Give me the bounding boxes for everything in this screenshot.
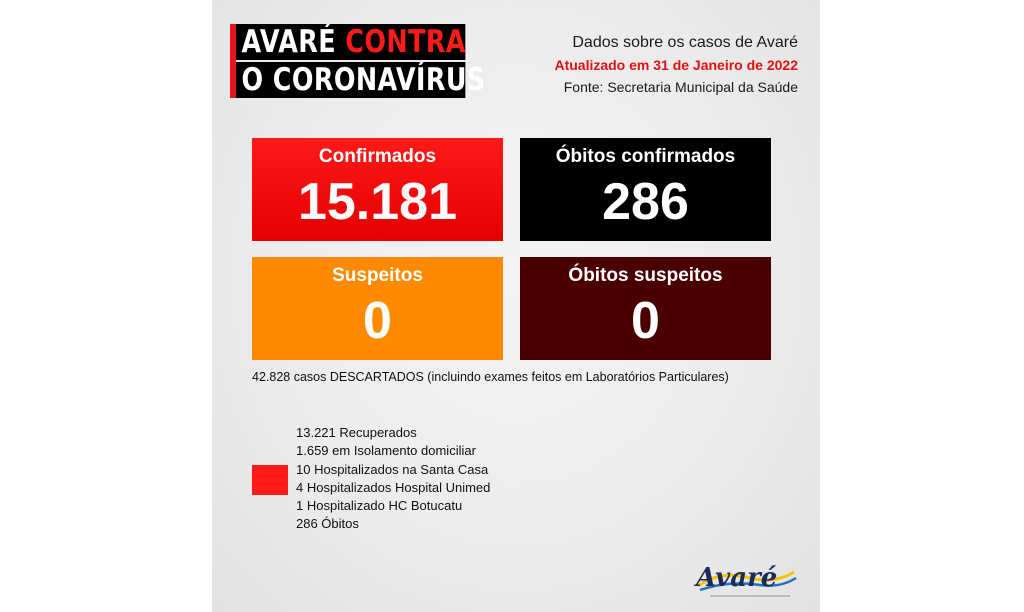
list-item: 10 Hospitalizados na Santa Casa <box>296 461 489 477</box>
stat-confirmados <box>252 138 503 241</box>
stat-obitos <box>520 138 771 241</box>
logo-text: Avaré <box>696 563 778 593</box>
stat-obitos-suspeitos-value: 0 <box>631 292 660 350</box>
stat-suspeitos <box>252 257 503 360</box>
list-item: 1 Hospitalizado HC Botucatu <box>296 498 463 514</box>
legend-red-square <box>252 465 288 495</box>
title-avare: AVARÉ <box>241 24 346 60</box>
stat-obitos-suspeitos-label: Óbitos suspeitos <box>568 265 723 286</box>
stat-confirmados-label: Confirmados <box>318 146 437 167</box>
avare-logo <box>690 552 802 602</box>
descartados-text: 42.828 casos DESCARTADOS (incluindo exames feitos em Laboratórios Particulares) <box>252 370 729 384</box>
stat-confirmados-value: 15.181 <box>297 173 458 231</box>
title-accent-bar <box>230 24 236 98</box>
stat-suspeitos-value: 0 <box>363 292 392 350</box>
stat-obitos-suspeitos <box>520 257 771 360</box>
infographic-card <box>212 0 820 612</box>
title-contra: CONTRA <box>345 24 466 60</box>
breakdown-list <box>296 424 490 534</box>
stat-suspeitos-label: Suspeitos <box>332 265 423 286</box>
header-updated: Atualizado em 31 de Janeiro de 2022 <box>554 57 798 73</box>
list-item: 1.659 em Isolamento domiciliar <box>296 443 476 459</box>
title-line-1 <box>230 24 465 60</box>
list-item: 4 Hospitalizados Hospital Unimed <box>296 479 491 495</box>
title-line-2: O CORONAVÍRUS <box>230 62 465 98</box>
header-heading: Dados sobre os casos de Avaré <box>572 34 798 51</box>
header-info <box>554 32 798 98</box>
title-block <box>230 22 486 100</box>
header-source: Fonte: Secretaria Municipal da Saúde <box>563 79 798 95</box>
stat-obitos-value: 286 <box>602 173 689 231</box>
list-item: 13.221 Recuperados <box>296 425 417 440</box>
list-item: 286 Óbitos <box>296 516 359 532</box>
stat-obitos-label: Óbitos confirmados <box>555 146 736 167</box>
